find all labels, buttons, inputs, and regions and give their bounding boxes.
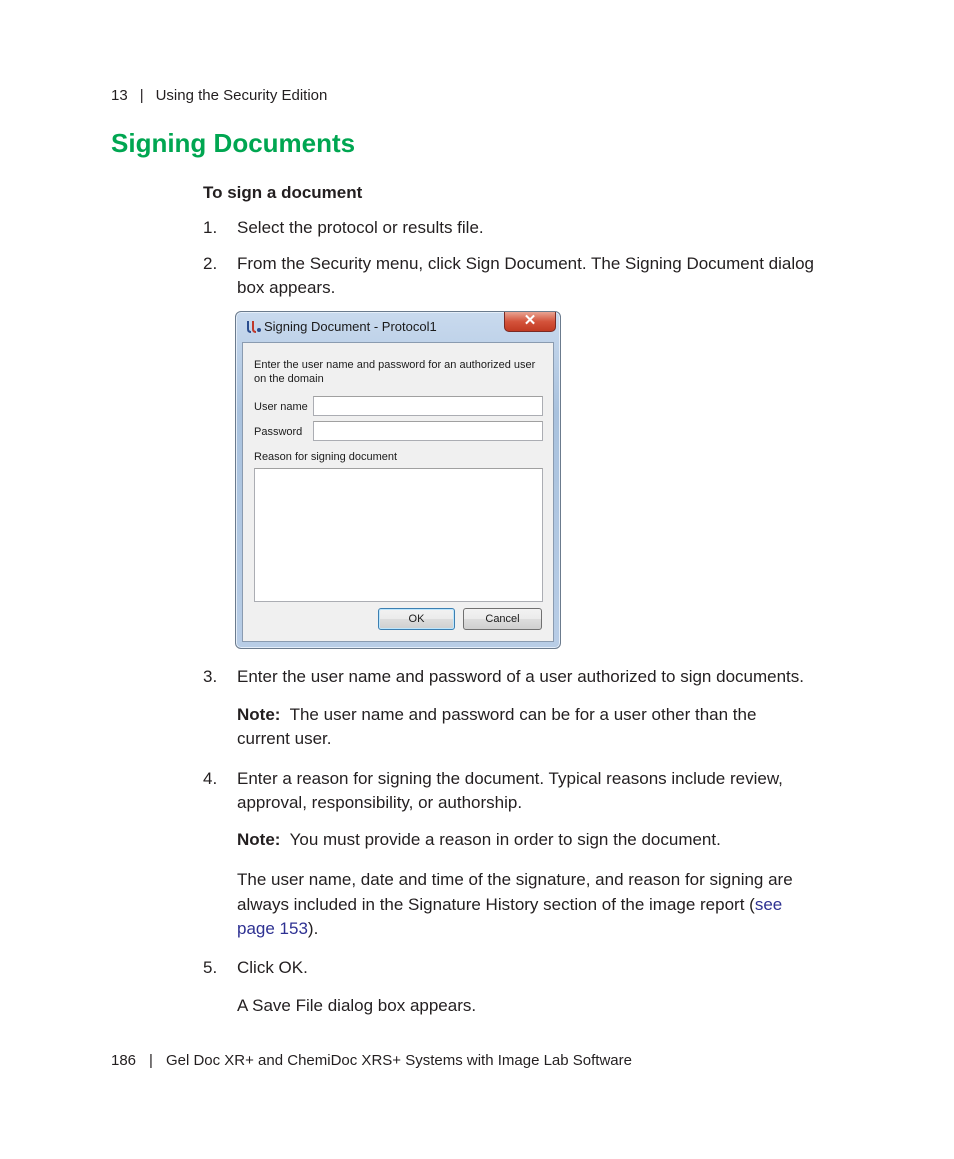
step-4-note bbox=[237, 828, 837, 852]
reason-label: Reason for signing document bbox=[254, 451, 398, 463]
password-value bbox=[314, 426, 317, 438]
book-title: Gel Doc XR+ and ChemiDoc XRS+ Systems with Image Lab Software bbox=[165, 1052, 632, 1069]
section-title: Signing Documents bbox=[111, 128, 356, 158]
user-name-label: User name bbox=[254, 401, 308, 413]
page-number: 186 bbox=[111, 1052, 137, 1069]
note-label: Note: bbox=[237, 705, 281, 724]
paragraph-end: ). bbox=[307, 919, 319, 938]
step-5-followup: A Save File dialog box appears. bbox=[237, 996, 477, 1015]
step-1-text: Select the protocol or results file. bbox=[237, 218, 484, 237]
procedure-title: To sign a document bbox=[203, 183, 363, 202]
dialog-body bbox=[242, 342, 554, 642]
reason-value bbox=[255, 470, 261, 488]
user-name-value bbox=[314, 401, 317, 413]
step-2-text: From the Security menu, click Sign Document. The Signing Document dialog box appears. bbox=[237, 254, 815, 297]
step-1-number: 1. bbox=[203, 218, 218, 237]
step-5-number: 5. bbox=[203, 958, 218, 977]
running-header bbox=[111, 87, 327, 104]
step-3-text: Enter the user name and password of a user authorized to sign documents. bbox=[237, 667, 804, 686]
running-footer bbox=[111, 1052, 632, 1069]
footer-separator: | bbox=[149, 1052, 153, 1069]
step-2-number: 2. bbox=[203, 254, 218, 273]
close-icon: ✕ bbox=[523, 312, 537, 329]
step-5-text: Click OK. bbox=[237, 958, 308, 977]
user-name-input[interactable] bbox=[313, 396, 543, 416]
page-link[interactable]: see page 153 bbox=[237, 894, 783, 938]
note-label: Note: bbox=[237, 830, 281, 849]
chapter-number: 13 bbox=[111, 87, 128, 104]
reason-textarea[interactable] bbox=[254, 468, 543, 602]
step-3-number: 3. bbox=[203, 667, 218, 686]
dialog-title: Signing Document - Protocol1 bbox=[264, 319, 437, 334]
step-3-note bbox=[237, 703, 797, 750]
ok-button[interactable]: OK bbox=[378, 608, 455, 630]
chapter-title: Using the Security Edition bbox=[155, 87, 328, 104]
step-4-text: Enter a reason for signing the document. Typical reasons include review, approval, responsibility, or authorship. bbox=[237, 769, 783, 812]
password-label: Password bbox=[254, 426, 303, 438]
note-text: The user name and password can be for a user other than the current user. bbox=[237, 705, 757, 748]
signing-document-dialog bbox=[235, 311, 561, 649]
close-button[interactable] bbox=[504, 312, 556, 332]
header-separator: | bbox=[139, 87, 144, 104]
password-input[interactable] bbox=[313, 421, 543, 441]
dialog-instruction: Enter the user name and password for an authorized user on the domain bbox=[254, 359, 536, 385]
step-4-number: 4. bbox=[203, 769, 218, 788]
cancel-button[interactable]: Cancel bbox=[463, 608, 542, 630]
signature-history-paragraph bbox=[237, 868, 822, 942]
app-logo-icon bbox=[246, 319, 262, 334]
paragraph-text: The user name, date and time of the signature, and reason for signing are always included in the Signature History section of the image report ( bbox=[237, 870, 793, 914]
note-text: You must provide a reason in order to sign the document. bbox=[289, 830, 721, 849]
